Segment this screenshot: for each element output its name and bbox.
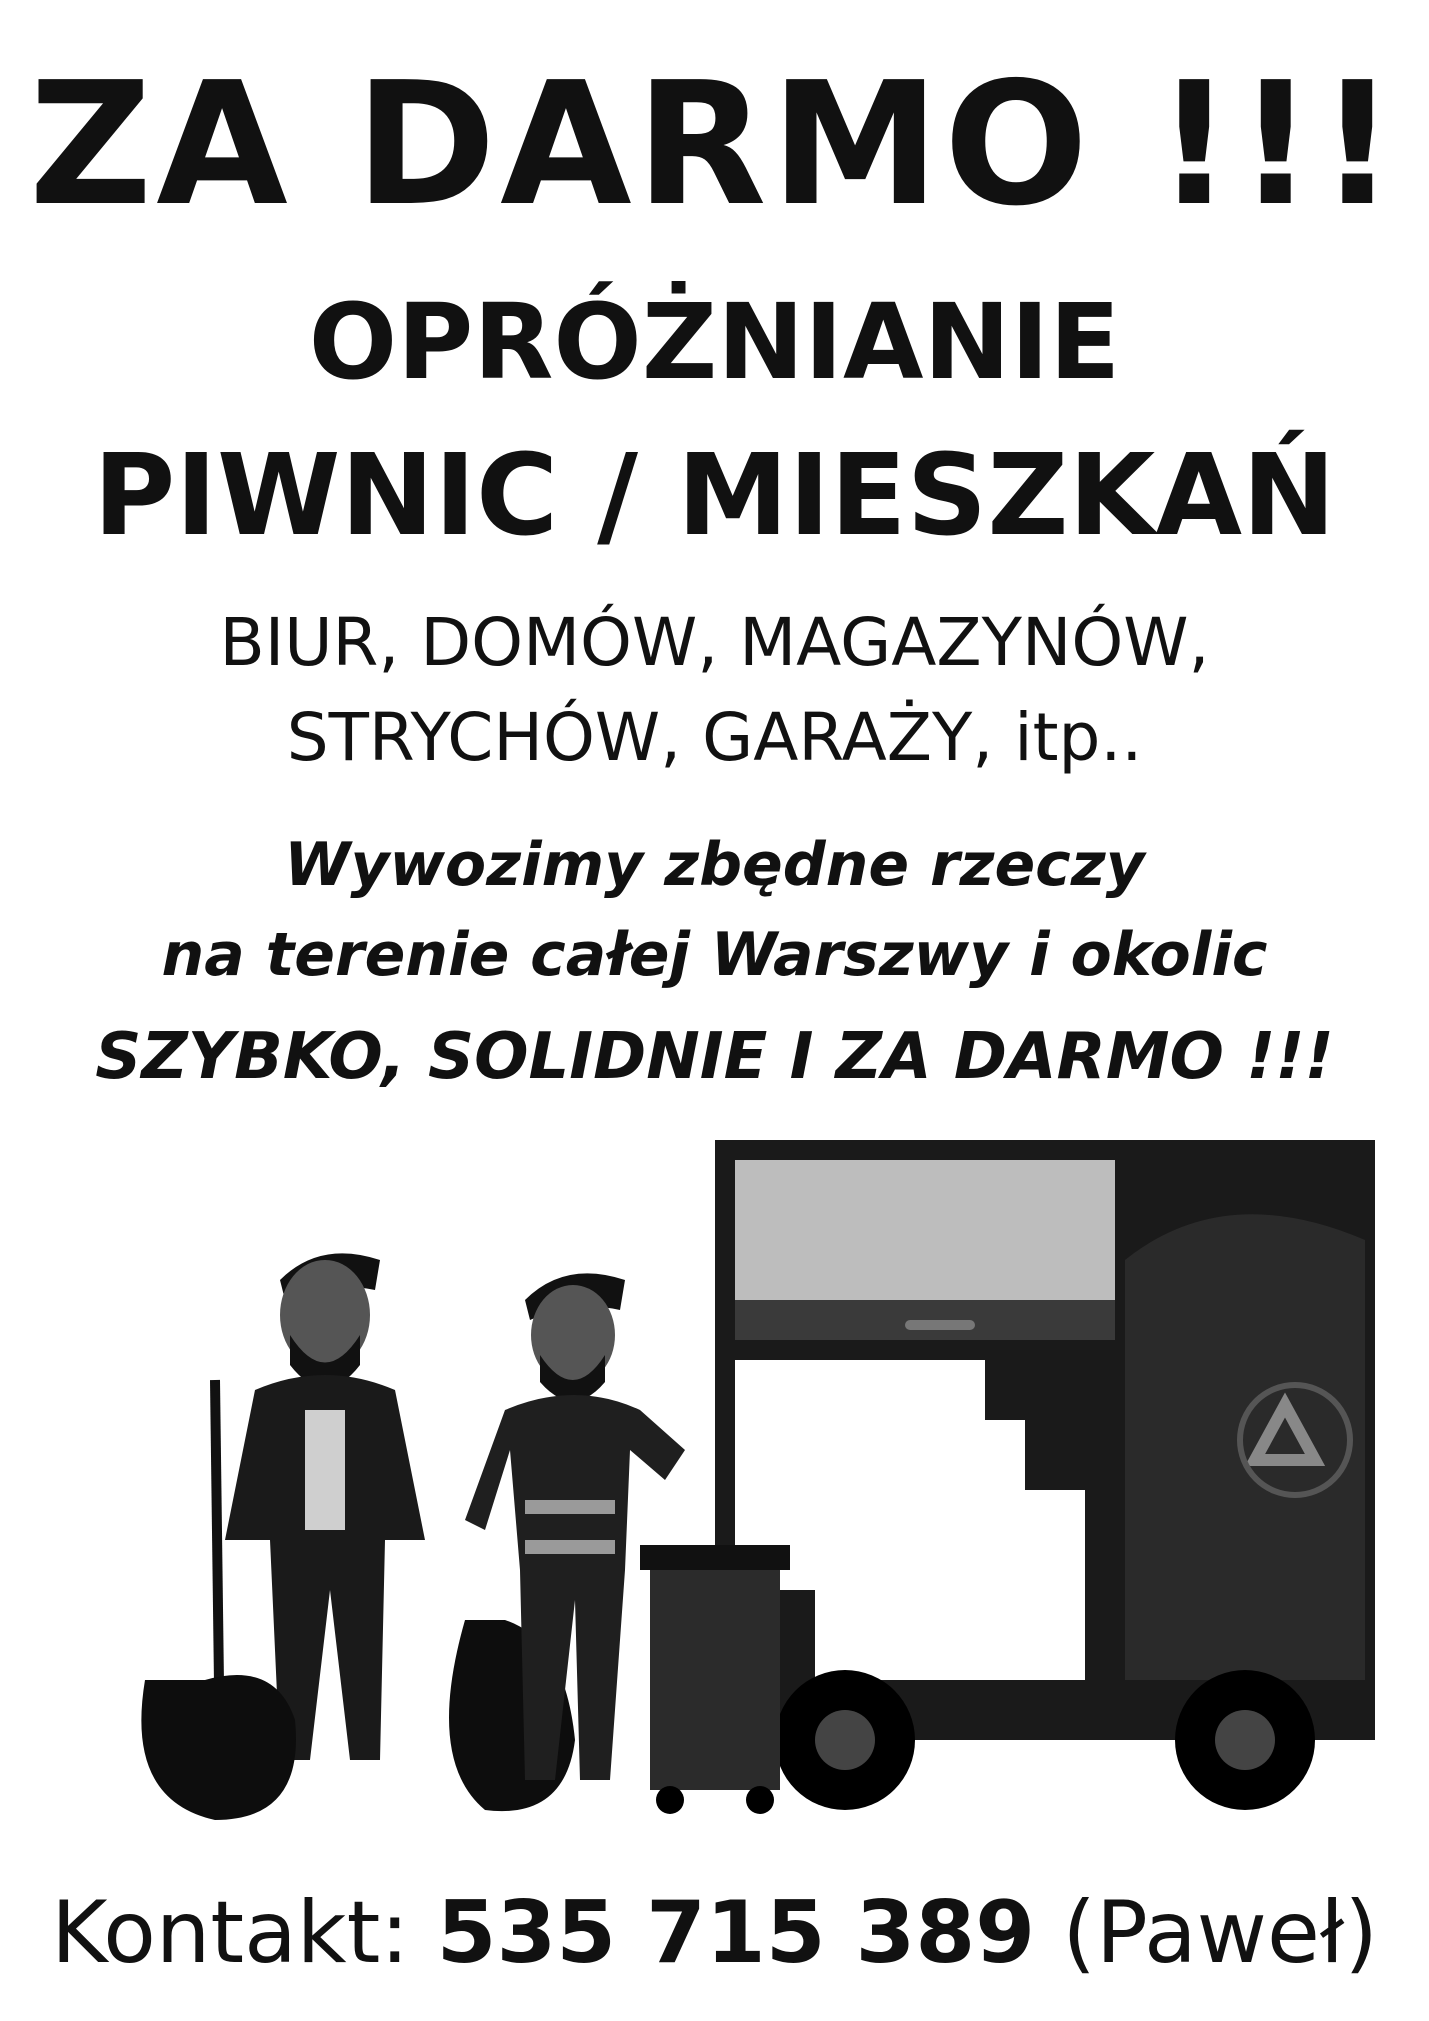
places-line-2: STRYCHÓW, GARAŻY, itp.. [286, 699, 1143, 776]
tagline-line-3: SZYBKO, SOLIDNIE I ZA DARMO !!! [95, 1020, 1334, 1094]
service-title: OPRÓŻNIANIE [308, 281, 1121, 403]
contact-label: Kontakt: [51, 1883, 410, 1983]
headline: ZA DARMO !!! [28, 46, 1401, 244]
tagline-line-2: na terenie całej Warszwy i okolic [161, 920, 1268, 990]
garbage-truck-icon [715, 1140, 1375, 1810]
contact-name: (Paweł) [1062, 1883, 1378, 1983]
tagline-line-1: Wywozimy zbędne rzeczy [284, 830, 1145, 900]
places-line-1: BIUR, DOMÓW, MAGAZYNÓW, [219, 604, 1210, 681]
illustration [125, 1120, 1385, 1840]
wheelie-bin-icon [640, 1545, 790, 1814]
contact-phone: 535 715 389 [436, 1883, 1036, 1983]
contact-line [0, 1883, 1429, 1983]
service-subtitle: PIWNIC / MIESZKAŃ [93, 431, 1336, 561]
